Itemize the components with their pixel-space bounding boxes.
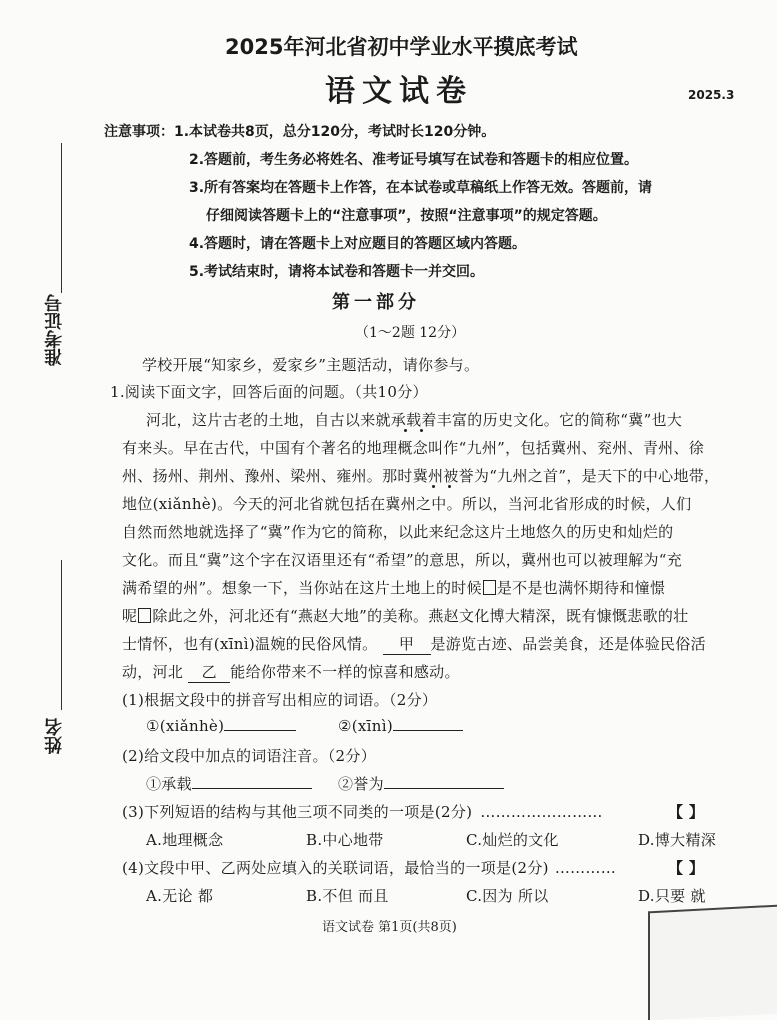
passage-line	[122, 605, 688, 626]
punctuation-box	[483, 580, 496, 595]
option-c: C.灿烂的文化	[466, 831, 559, 849]
passage-text: 是游览古迹、品尝美食，还是体验民俗活	[430, 635, 706, 653]
sub2-b-label: ②誉为	[338, 775, 384, 793]
blank-jia: 甲	[383, 633, 431, 655]
page-footer: 语文试卷 第1页(共8页)	[322, 920, 457, 935]
option-c: C.因为 所以	[466, 887, 549, 905]
sub1-b-label: ②(xīnì)	[338, 717, 393, 735]
passage-line: 州、扬州、荆州、豫州、梁州、雍州。那时冀州被誉为“九州之首”，是天下的中心地带，	[122, 467, 720, 485]
passage-text: 动，河北	[122, 663, 184, 681]
sub3-stem	[122, 801, 603, 822]
option-d: D.只要 就	[638, 887, 706, 905]
emphasis-dot	[420, 429, 423, 432]
activity-intro: 学校开展“知家乡，爱家乡”主题活动，请你参与。	[142, 356, 480, 374]
answer-blank[interactable]	[393, 730, 463, 731]
notice-item-3-cont: 仔细阅读答题卡上的“注意事项”，按照“注意事项”的规定答题。	[206, 208, 607, 224]
answer-blank[interactable]	[192, 788, 312, 789]
sub2-b	[338, 773, 504, 794]
passage-line	[122, 661, 460, 683]
option-a: A.无论 都	[146, 887, 214, 905]
answer-blank[interactable]	[384, 788, 504, 789]
sub2-a	[146, 773, 312, 794]
sub1-b	[338, 717, 463, 735]
passage-line: 自然而然地就选择了“冀”作为它的简称，以此来纪念这片土地悠久的历史和灿烂的	[122, 523, 674, 541]
option-a: A.地理概念	[146, 831, 224, 849]
leader-dots: …………	[554, 859, 617, 877]
passage-line: 河北，这片古老的土地，自古以来就承载着丰富的历史文化。它的简称“冀”也大	[146, 411, 683, 429]
passage-text: 士情怀，也有(xīnì)温婉的民俗风情。	[122, 635, 378, 653]
sub4-stem	[122, 857, 616, 878]
q1-stem: 1.阅读下面文字，回答后面的问题。（共10分）	[110, 383, 428, 401]
exam-title: 2025年河北省初中学业水平摸底考试	[225, 35, 578, 59]
sub2-stem: (2)给文段中加点的词语注音。（2分）	[122, 747, 376, 765]
blank-yi: 乙	[188, 661, 230, 683]
emphasis-dot	[404, 429, 407, 432]
passage-text: 满希望的州”。想象一下，当你站在这片土地上的时候	[122, 579, 482, 597]
notice-item-5: 5.考试结束时，请将本试卷和答题卡一并交回。	[189, 264, 485, 280]
sub1-stem: (1)根据文段中的拼音写出相应的词语。（2分）	[122, 691, 438, 709]
exam-date: 2025.3	[688, 88, 735, 102]
notice-item-3: 3.所有答案均在答题卡上作答，在本试卷或草稿纸上作答无效。答题前，请	[189, 180, 653, 196]
passage-text: 能给你带来不一样的惊喜和感动。	[230, 663, 460, 681]
name-label: 姓名	[44, 718, 65, 754]
passage-text: 是不是也满怀期待和憧憬	[496, 579, 666, 597]
sub3-text: (3)下列短语的结构与其他三项不同类的一项是(2分)	[122, 803, 473, 821]
sub1-a	[146, 717, 296, 735]
option-b: B.不但 而且	[306, 887, 389, 905]
option-d: D.博大精深	[638, 831, 717, 849]
notice-item-4: 4.答题时，请在答题卡上对应题目的答题区域内答题。	[189, 236, 527, 252]
answer-blank[interactable]	[224, 730, 296, 731]
sub2-a-label: ①承载	[146, 775, 192, 793]
punctuation-box	[138, 608, 151, 623]
emphasis-dot	[448, 485, 451, 488]
subject-title: 语文试卷	[325, 74, 473, 109]
passage-line	[122, 577, 665, 598]
sub4-text: (4)文段中甲、乙两处应填入的关联词语，最恰当的一项是(2分)	[122, 859, 549, 877]
passage-line: 有来头。早在古代，中国有个著名的地理概念叫作“九州”，包括冀州、兖州、青州、徐	[122, 439, 705, 457]
id-label: 准考证号	[44, 294, 65, 366]
option-b: B.中心地带	[306, 831, 384, 849]
answer-bracket[interactable]: 【 】	[668, 859, 705, 877]
notice-item-2: 2.答题前，考生务必将姓名、准考证号填写在试卷和答题卡的相应位置。	[189, 152, 639, 168]
name-line	[61, 560, 62, 710]
passage-text: 呢	[122, 607, 138, 625]
notice-label: 注意事项：	[104, 124, 174, 140]
notice-item-1: 1.本试卷共8页，总分120分，考试时长120分钟。	[174, 124, 496, 140]
sub1-a-label: ①(xiǎnhè)	[146, 717, 225, 735]
passage-text: 除此之外，河北还有“燕赵大地”的美称。燕赵文化博大精深，既有慷慨悲歌的壮	[152, 607, 689, 625]
id-line	[61, 143, 62, 293]
part-range: （1～2题 12分）	[355, 325, 466, 341]
passage-line: 文化。而且“冀”这个字在汉语里还有“希望”的意思，所以，冀州也可以被理解为“充	[122, 551, 683, 569]
part-title: 第一部分	[332, 292, 420, 313]
passage-line: 地位(xiǎnhè)。今天的河北省就包括在冀州之中。所以，当河北省形成的时候，人们	[122, 495, 692, 513]
folded-page-corner	[648, 905, 777, 1020]
passage-line	[122, 633, 706, 655]
emphasis-dot	[432, 485, 435, 488]
leader-dots: ……………………	[480, 803, 603, 821]
answer-bracket[interactable]: 【 】	[668, 803, 705, 821]
